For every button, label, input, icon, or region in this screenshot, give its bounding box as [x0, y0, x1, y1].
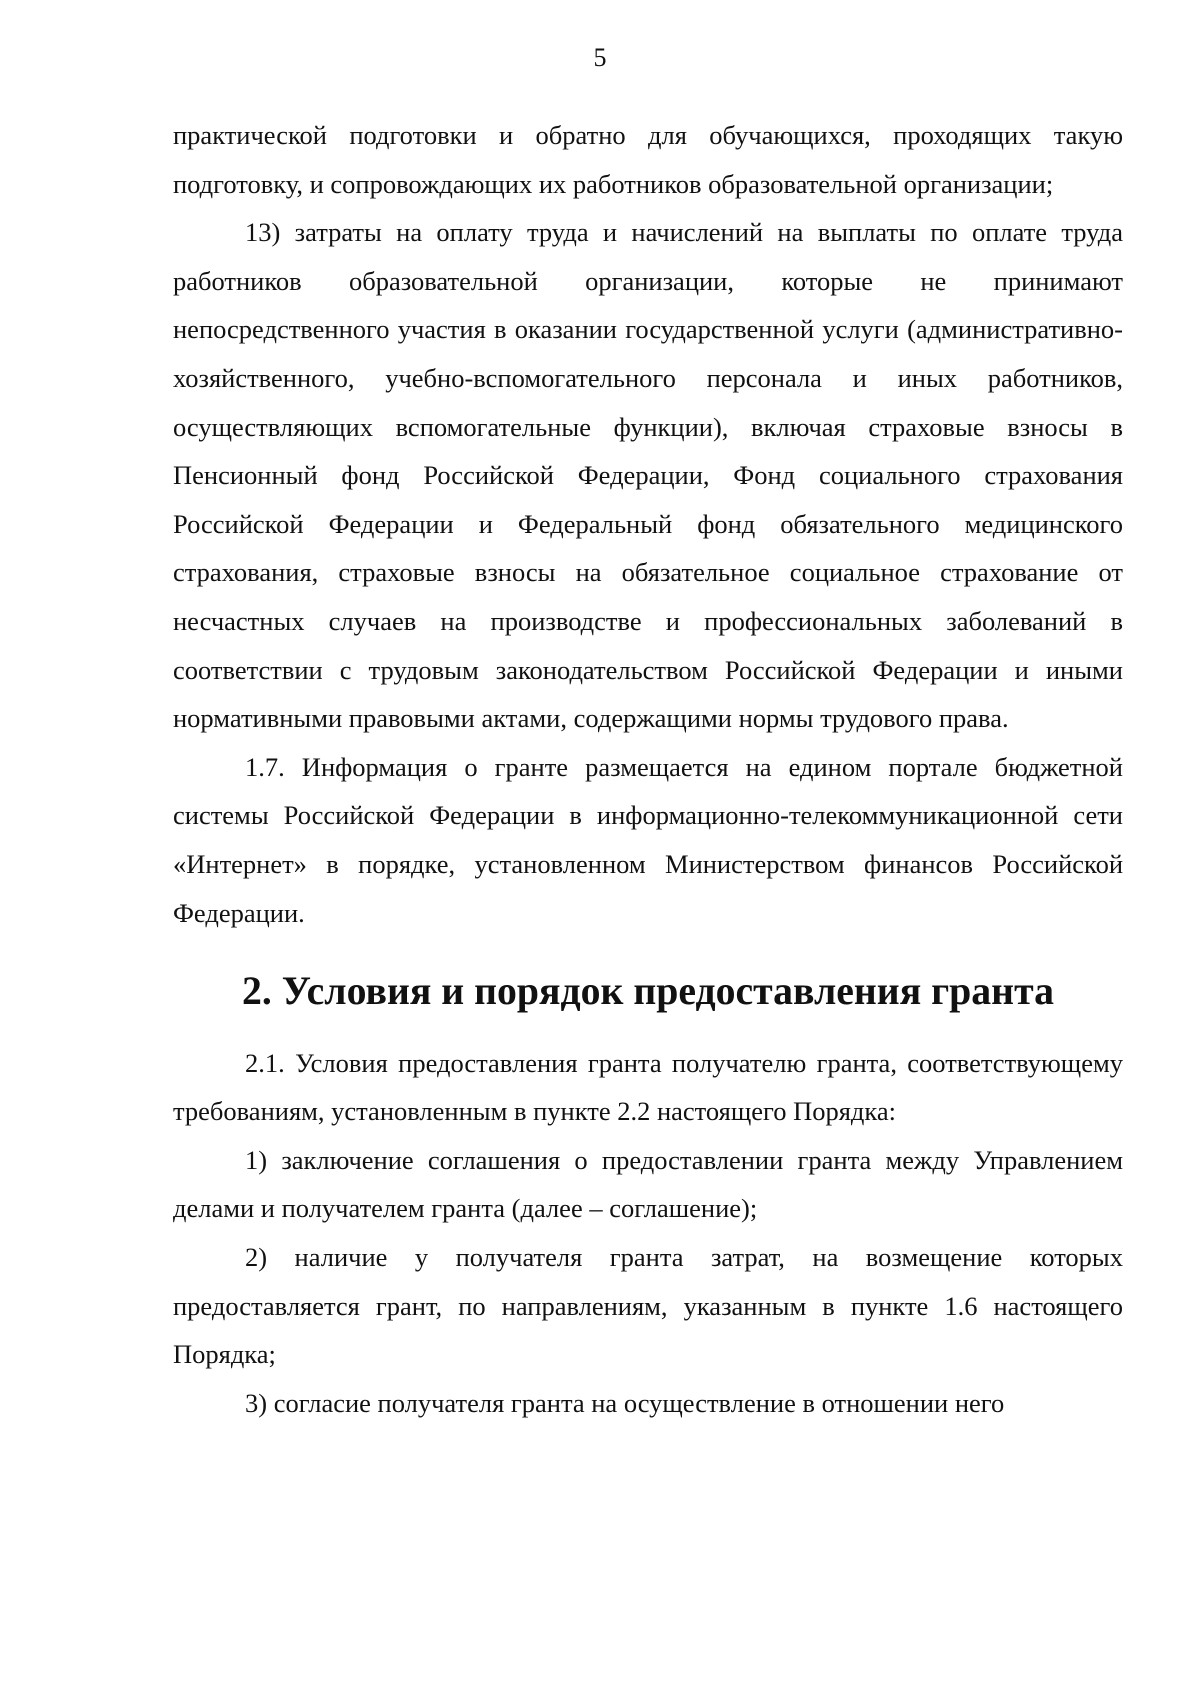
paragraph-2-1: 2.1. Условия предоставления гранта получателю гранта, соответствующему требованиям, установленным в пункте 2.2 настоящего Порядка: [173, 1047, 1123, 1127]
document-body [173, 111, 1123, 1427]
paragraph-item-1: 1) заключение соглашения о предоставлении гранта между Управлением делами и получателем гранта (далее – соглашение); [173, 1144, 1123, 1224]
paragraph-item-13: 13) затраты на оплату труда и начислений на выплаты по оплате труда работников образовательной организации, которые не принимают непосредственного участия в оказании государственной услуги (административно-хозяйственного, учебно-вспомогательного персонала и иных работников, осуществляющих вспомогательные функции), включая страховые взносы в Пенсионный фонд Российской Федерации, Фонд социального страхования Российской Федерации и Федеральный фонд обязательного медицинского страхования, страховые взносы на обязательное социальное страхование от несчастных случаев на производстве и профессиональных заболеваний в соответствии с трудовым законодательством Российской Федерации и иными нормативными правовыми актами, содержащими нормы трудового права. [173, 217, 1123, 734]
paragraph-continuation: практической подготовки и обратно для обучающихся, проходящих такую подготовку, и сопровождающих их работников образовательной организации; [173, 120, 1123, 199]
paragraph-1-7: 1.7. Информация о гранте размещается на едином портале бюджетной системы Российской Федерации в информационно-телекоммуникационной сети «Интернет» в порядке, установленном Министерством финансов Российской Федерации. [173, 751, 1123, 928]
paragraph-item-2: 2) наличие у получателя гранта затрат, на возмещение которых предоставляется грант, по направлениям, указанным в пункте 1.6 настоящего Порядка; [173, 1242, 1123, 1370]
section-heading: 2. Условия и порядок предоставления гранта [242, 969, 1054, 1014]
paragraph-item-3: 3) согласие получателя гранта на осуществление в отношении него [245, 1387, 1005, 1418]
page-number: 5 [593, 43, 607, 72]
